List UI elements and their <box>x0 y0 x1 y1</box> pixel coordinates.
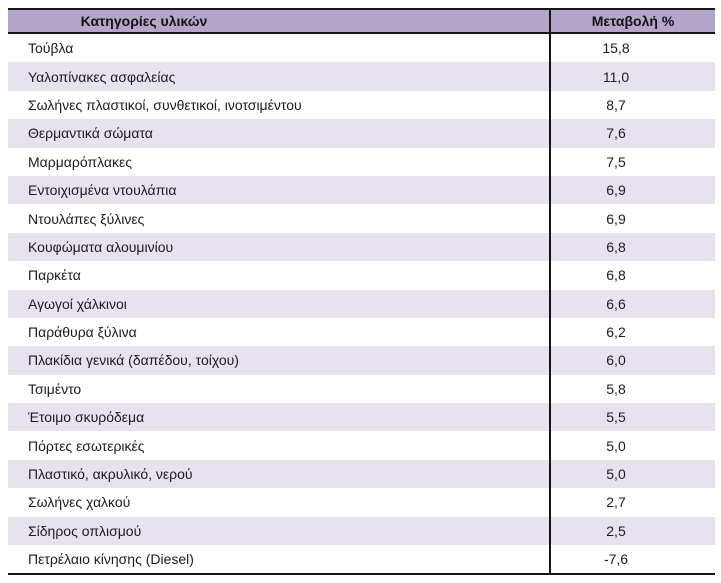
change-percent-cell: 11,0 <box>602 68 630 85</box>
table-row <box>8 176 715 204</box>
material-category-cell: Πετρέλαιο κίνησης (Diesel) <box>8 545 550 574</box>
change-percent-cell: 5,8 <box>606 380 626 397</box>
table-row <box>8 148 715 176</box>
change-percent-cell: 6,2 <box>606 324 626 341</box>
material-category-cell: Πλαστικό, ακρυλικό, νερού <box>8 460 550 488</box>
change-percent-cell: 2,5 <box>606 522 626 539</box>
table-row <box>8 346 715 374</box>
material-category-cell: Εντοιχισμένα ντουλάπια <box>8 176 550 204</box>
change-percent-cell: 7,6 <box>606 125 626 142</box>
change-percent-cell: 6,9 <box>606 182 626 199</box>
material-category-cell: Υαλοπίνακες ασφαλείας <box>8 62 550 90</box>
column-header-change-percent: Μεταβολή % <box>550 9 715 33</box>
table-body <box>8 33 715 574</box>
table-row <box>8 290 715 318</box>
material-category-cell: Πλακίδια γενικά (δαπέδου, τοίχου) <box>8 346 550 374</box>
table-row <box>8 204 715 232</box>
change-percent-cell: 8,7 <box>606 96 626 113</box>
table-row <box>8 517 715 545</box>
material-category-cell: Πόρτες εσωτερικές <box>8 431 550 459</box>
table-row <box>8 460 715 488</box>
change-percent-cell: 6,9 <box>606 210 626 227</box>
table-row <box>8 62 715 90</box>
change-percent-cell: -7,6 <box>550 545 715 574</box>
material-category-cell: Σωλήνες πλαστικοί, συνθετικοί, ινοτσιμέντου <box>8 91 550 119</box>
column-header-material-categories <box>8 9 550 33</box>
change-percent-cell: 6,8 <box>606 238 626 255</box>
material-category-cell: Αγωγοί χάλκινοι <box>8 290 550 318</box>
table-row <box>8 545 715 574</box>
table-row <box>8 431 715 459</box>
material-category-cell: Σίδηρος οπλισμού <box>8 517 550 545</box>
change-percent-cell: 6,6 <box>606 295 626 312</box>
change-percent-cell: 6,0 <box>606 352 626 369</box>
change-percent-cell: 2,7 <box>606 494 626 511</box>
material-category-cell: Θερμαντικά σώματα <box>8 119 550 147</box>
table-row <box>8 261 715 289</box>
table-row <box>8 403 715 431</box>
material-category-cell: Μαρμαρόπλακες <box>8 148 550 176</box>
change-percent-cell: 15,8 <box>602 40 630 57</box>
table-row <box>8 91 715 119</box>
table-row <box>8 318 715 346</box>
change-percent-cell: 5,0 <box>606 466 626 483</box>
material-category-cell: Παρκέτα <box>8 261 550 289</box>
change-percent-cell: 7,5 <box>606 153 626 170</box>
material-category-cell: Σωλήνες χαλκού <box>8 488 550 516</box>
change-percent-cell: 6,8 <box>606 267 626 284</box>
column-header-material-categories-label: Κατηγορίες υλικών <box>80 13 208 29</box>
materials-change-table-container <box>8 8 715 575</box>
material-category-cell: Παράθυρα ξύλινα <box>8 318 550 346</box>
material-category-cell: Έτοιμο σκυρόδεμα <box>8 403 550 431</box>
table-header <box>8 9 715 33</box>
material-category-cell: Τσιμέντο <box>8 375 550 403</box>
material-category-cell: Τούβλα <box>8 33 550 62</box>
table-row <box>8 375 715 403</box>
table-row <box>8 119 715 147</box>
table-row <box>8 488 715 516</box>
change-percent-cell: 5,0 <box>606 437 626 454</box>
change-percent-cell: 5,5 <box>606 409 626 426</box>
table-row <box>8 233 715 261</box>
table-row <box>8 33 715 62</box>
header-row <box>8 9 715 33</box>
material-category-cell: Ντουλάπες ξύλινες <box>8 204 550 232</box>
materials-change-table <box>8 8 715 575</box>
material-category-cell: Κουφώματα αλουμινίου <box>8 233 550 261</box>
